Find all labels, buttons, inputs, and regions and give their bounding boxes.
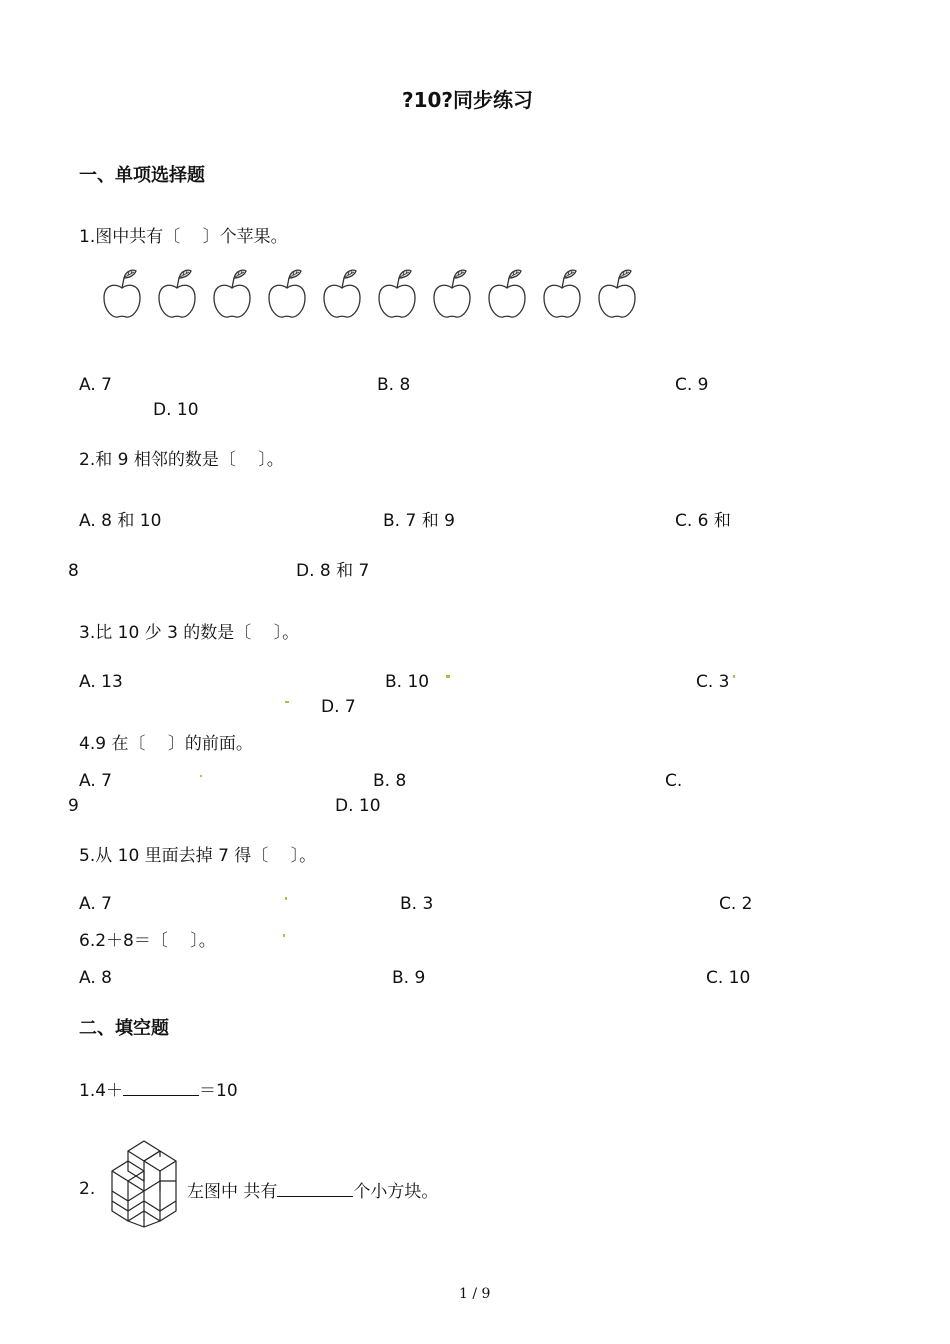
page-title: ?10?同步练习 [402, 88, 534, 112]
apple-icon [214, 270, 250, 317]
question-2-stem: 2.和 9 相邻的数是〔 〕。 [79, 450, 284, 470]
q1-option-c: C. 9 [675, 375, 709, 395]
apples-image [100, 266, 640, 322]
q5-option-a: A. 7 [79, 894, 112, 914]
speck [733, 675, 735, 678]
speck [285, 701, 289, 703]
q6-option-c: C. 10 [706, 968, 751, 988]
q4-option-c: C. [665, 771, 683, 791]
q2-option-b: B. 7 和 9 [383, 511, 455, 531]
fill-q2-before: 左图中 共有 [187, 1182, 278, 1202]
q6-option-a: A. 8 [79, 968, 112, 988]
apple-icon [269, 270, 305, 317]
speck [285, 897, 287, 900]
apple-icon [379, 270, 415, 317]
section-heading-fill: 二、填空题 [79, 1018, 169, 1039]
speck [200, 775, 202, 777]
question-1-stem: 1.图中共有〔 〕个苹果。 [79, 227, 288, 247]
apple-icon [159, 270, 195, 317]
fill-question-1 [79, 1081, 238, 1100]
q3-option-c: C. 3 [696, 672, 730, 692]
speck [283, 934, 285, 937]
question-4-stem: 4.9 在〔 〕的前面。 [79, 734, 253, 754]
answer-blank[interactable] [277, 1182, 353, 1197]
q3-option-a: A. 13 [79, 672, 123, 692]
answer-blank[interactable] [123, 1081, 199, 1096]
question-3-stem: 3.比 10 少 3 的数是〔 〕。 [79, 623, 300, 643]
q2-option-c: C. 6 和 [675, 511, 731, 531]
apple-icon [324, 270, 360, 317]
q2-option-c-wrap: 8 [68, 561, 79, 581]
apple-icon [104, 270, 140, 317]
apple-icon [434, 270, 470, 317]
q1-option-a: A. 7 [79, 375, 112, 395]
q1-option-d: D. 10 [153, 400, 199, 420]
q5-option-c: C. 2 [719, 894, 753, 914]
q5-option-b: B. 3 [400, 894, 434, 914]
question-5-stem: 5.从 10 里面去掉 7 得〔 〕。 [79, 846, 317, 866]
section-heading-choice: 一、单项选择题 [79, 165, 205, 186]
q4-option-b: B. 8 [373, 771, 407, 791]
q4-option-a: A. 7 [79, 771, 112, 791]
page-number: 1 / 9 [459, 1286, 491, 1302]
apple-icon [599, 270, 635, 317]
q3-option-d: D. 7 [321, 697, 356, 717]
question-6-stem: 6.2＋8＝〔 〕。 [79, 931, 216, 951]
fill-question-2 [187, 1182, 438, 1201]
cube-stack-image [106, 1137, 180, 1229]
q6-option-b: B. 9 [392, 968, 426, 988]
speck [446, 675, 450, 678]
apple-icon [544, 270, 580, 317]
q2-option-a: A. 8 和 10 [79, 511, 162, 531]
q4-option-c-wrap: 9 [68, 796, 79, 816]
fill-q1-after: ＝10 [199, 1081, 238, 1101]
apple-icon [489, 270, 525, 317]
q2-option-d: D. 8 和 7 [296, 561, 370, 581]
q4-option-d: D. 10 [335, 796, 381, 816]
fill-q2-number: 2. [79, 1179, 96, 1199]
fill-q1-before: 1.4＋ [79, 1081, 124, 1101]
q1-option-b: B. 8 [377, 375, 411, 395]
fill-q2-after: 个小方块。 [353, 1182, 439, 1202]
q3-option-b: B. 10 [385, 672, 430, 692]
